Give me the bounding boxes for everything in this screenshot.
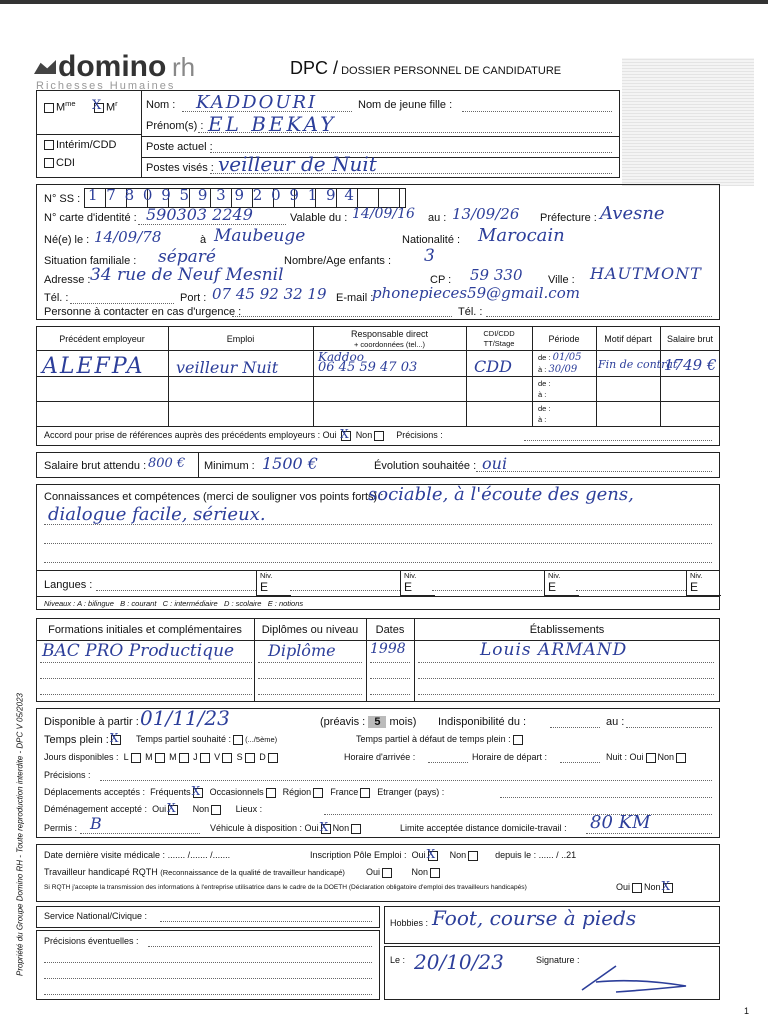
nationalite-label: Nationalité : (402, 234, 461, 246)
jours-row: Jours disponibles : L M M J V S D (44, 752, 280, 763)
distance-label: Limite acceptée distance domicile-travail : (400, 823, 567, 833)
valable-label: Valable du : (290, 212, 348, 224)
logo-sub: Richesses Humaines (36, 80, 176, 92)
poste-actuel-label: Poste actuel : (146, 141, 213, 153)
nuit-row[interactable]: Nuit : Oui Non (606, 752, 688, 763)
lang-level-4[interactable]: Niv. E (686, 571, 721, 596)
enfants-value: 3 (424, 246, 435, 266)
situation-value: séparé (158, 247, 216, 267)
postes-vises-value: veilleur de Nuit (218, 152, 377, 176)
row1-emploi: veilleur Nuit (176, 358, 279, 377)
date-value: 1998 (370, 641, 406, 657)
pole-row: Inscription Pôle Emploi : Oui X Non depuis le : ...... / ..21 (310, 846, 577, 861)
row1-salaire: 1749 € (664, 356, 717, 374)
row1-employeur: ALEFPA (42, 354, 145, 379)
hobbies-value: Foot, course à pieds (432, 906, 637, 930)
adresse-label: Adresse : (44, 274, 91, 286)
vehicule-row: Véhicule à disposition : Oui X Non (210, 823, 363, 834)
accord-row: Accord pour prise de références auprès des précédents employeurs : Oui X Non Précisions : (44, 426, 443, 441)
valable-value: 14/09/16 (352, 206, 415, 222)
cni-value: 590303 2249 (146, 205, 253, 224)
civility-mr[interactable]: X $M^r$ (92, 97, 118, 114)
col-salaire: Salaire brut (666, 334, 714, 344)
ville-label: Ville : (548, 274, 575, 286)
signature-label: Signature : (536, 955, 580, 965)
row3-a: à : (538, 415, 547, 424)
disponible-value: 01/11/23 (140, 706, 230, 730)
prefecture-value: Avesne (600, 203, 665, 224)
horaire-arrivee: Horaire d'arrivée : (344, 752, 416, 762)
preavis-row: (préavis : 5 mois) (320, 716, 417, 728)
deplacements-row: Déplacements acceptés : Fréquents X Occasionnels Région France Etranger (pays) : (44, 783, 445, 798)
nationalite-value: Marocain (478, 225, 565, 246)
cp-label: CP : (430, 274, 452, 286)
skills-label: Connaissances et compétences (merci de souligner vos points forts) : (44, 491, 384, 503)
minimum-label: Minimum : (204, 460, 255, 472)
lang-level-2[interactable]: Niv. E (400, 571, 435, 596)
hobbies-label: Hobbies : (390, 918, 429, 928)
horaire-depart: Horaire de départ : (472, 752, 548, 762)
a-value: Maubeuge (214, 226, 306, 246)
col-coordonnees: + coordonnées (tel...) (353, 340, 426, 349)
col-diplomes: Diplômes ou niveau (261, 624, 359, 636)
row2-de: de : (538, 379, 551, 388)
evolution-value: oui (482, 454, 508, 473)
cni-label: N° carte d'identité : (44, 212, 137, 224)
attendu-value: 800 € (148, 456, 186, 471)
col-employeur: Précédent employeur (59, 334, 145, 344)
row1-de: de : 01/05 (538, 352, 582, 363)
accord-non-checkbox[interactable] (374, 431, 384, 441)
etablissement-value: Louis ARMAND (480, 640, 628, 660)
col-etablissements: Établissements (529, 624, 605, 636)
side-text: Propriété du Groupe Domino RH - Toute reproduction interdite - DPC V 05/2023 (15, 693, 25, 976)
diplome-value: Diplôme (268, 641, 336, 660)
cdi-checkbox[interactable]: CDI (42, 157, 75, 169)
indispo-label: Indisponibilité du : (438, 716, 527, 728)
ss-label: N° SS : (44, 193, 81, 205)
formation-value: BAC PRO Productique (42, 641, 235, 661)
ne-label: Né(e) le : (44, 234, 90, 246)
visite-row: Date dernière visite médicale : ....... /....... /....... (44, 850, 231, 860)
demenagement-row: Déménagement accepté : Oui X Non Lieux : (44, 800, 263, 815)
prenom-value: EL BEKAY (208, 112, 337, 136)
col-stage: TT/Stage (483, 339, 515, 348)
page-number: 1 (744, 1006, 750, 1016)
logo-suffix: rh (172, 52, 196, 82)
col-motif: Motif départ (604, 334, 652, 344)
si-rqth-oui-non[interactable]: Oui Non X (616, 882, 675, 893)
jeune-fille-label: Nom de jeune fille : (358, 99, 453, 111)
port-value: 07 45 92 32 19 (212, 285, 327, 303)
skills-line2: dialogue facile, sérieux. (48, 504, 266, 525)
title-dpc: DPC / (290, 58, 339, 78)
row3-de: de : (538, 404, 551, 413)
rqth-oui-non[interactable]: Oui Non (366, 867, 442, 878)
tel2-label: Tél. : (458, 306, 483, 318)
row1-contrat: CDD (474, 357, 512, 376)
temps-plein[interactable]: Temps plein : X (44, 734, 123, 746)
tel-label: Tél. : (44, 292, 69, 304)
email-label: E-mail : (336, 292, 374, 304)
evolution-label: Évolution souhaitée : (374, 460, 477, 472)
nom-value: KADDOURI (196, 92, 318, 113)
au-label: au : (428, 212, 447, 224)
row2-a: à : (538, 390, 547, 399)
top-edge (0, 0, 768, 4)
distance-value: 80 KM (590, 812, 651, 833)
indispo-au-label: au : (606, 716, 625, 728)
accord-oui-checkbox[interactable]: X (341, 431, 351, 441)
au-value: 13/09/26 (452, 205, 520, 223)
ville-value: HAUTMONT (590, 264, 702, 283)
enfants-label: Nombre/Age enfants : (284, 255, 392, 267)
disponible-label: Disponible à partir : (44, 716, 139, 728)
signature-drawing (576, 960, 706, 996)
precisions-label: Précisions éventuelles : (44, 936, 139, 946)
nom-label: Nom : (146, 99, 176, 111)
permis-label: Permis : (44, 823, 78, 833)
niveaux-legend: Niveaux : A : bilingue B : courant C : intermédiaire D : scolaire E : notions (44, 599, 304, 608)
col-formations: Formations initiales et complémentaires (48, 624, 242, 636)
service-label: Service National/Civique : (44, 911, 148, 921)
page-title (290, 58, 561, 79)
interim-checkbox[interactable]: Intérim/CDD (42, 139, 117, 151)
port-label: Port : (180, 292, 207, 304)
title-rest: DOSSIER PERSONNEL DE CANDIDATURE (341, 65, 562, 77)
col-dates: Dates (375, 624, 405, 636)
lang-level-3[interactable]: Niv. E (544, 571, 579, 596)
logo-main: domino (58, 50, 167, 83)
avail-precisions: Précisions : (44, 770, 91, 780)
adresse-value: 34 rue de Neuf Mesnil (90, 265, 284, 285)
minimum-value: 1500 € (262, 454, 318, 473)
row1-responsable: Kaddoo (318, 350, 364, 364)
situation-label: Situation familiale : (44, 255, 137, 267)
attendu-label: Salaire brut attendu : (44, 460, 147, 472)
langues-label: Langues : (44, 579, 93, 591)
row1-a: à : 30/09 (538, 364, 578, 375)
row1-motif: Fin de contrat (598, 358, 678, 371)
prefecture-label: Préfecture : (540, 212, 597, 224)
photo-area (622, 58, 754, 186)
postes-vises-label: Postes visés : (146, 162, 214, 174)
rqth-row: Travailleur handicapé RQTH (Reconnaissance de la qualité de travailleur handicapé) (44, 867, 345, 877)
logo-arrow-icon (34, 60, 56, 74)
le-label: Le : (390, 955, 406, 965)
temps-defaut[interactable]: Temps partiel à défaut de temps plein : (356, 734, 525, 745)
lang-level-1[interactable]: Niv. E (256, 571, 291, 596)
col-responsable: Responsable direct (350, 329, 429, 339)
skills-line1: sociable, à l'écoute des gens, (368, 484, 634, 505)
ne-value: 14/09/78 (94, 228, 162, 246)
email-value: phonepieces59@gmail.com (372, 284, 580, 302)
temps-partiel[interactable]: Temps partiel souhaité : (.../5ème) (136, 734, 278, 744)
a-label: à (200, 234, 207, 246)
permis-value: B (90, 814, 102, 833)
contact-label: Personne à contacter en cas d'urgence : (44, 306, 242, 318)
ss-value: 1 7 8 0 9 5 9 3 9 2 0 9 1 9 4 (88, 186, 356, 204)
col-emploi: Emploi (226, 334, 255, 344)
row1-tel: 06 45 59 47 03 (318, 360, 418, 375)
cp-value: 59 330 (470, 266, 523, 284)
le-value: 20/10/23 (414, 950, 504, 974)
col-periode: Période (548, 334, 580, 344)
prenom-label: Prénom(s) : (146, 120, 204, 132)
si-rqth-text: Si RQTH j'accepte la transmission des informations à l'entreprise utilisatrice dans le cadre de la DOETH (Déclaration obligatoire d'emploi des travailleurs handicapés) (44, 884, 527, 891)
civility-mme[interactable]: $M^{me}$ (42, 99, 76, 114)
col-contrat: CDI/CDD (483, 329, 515, 338)
